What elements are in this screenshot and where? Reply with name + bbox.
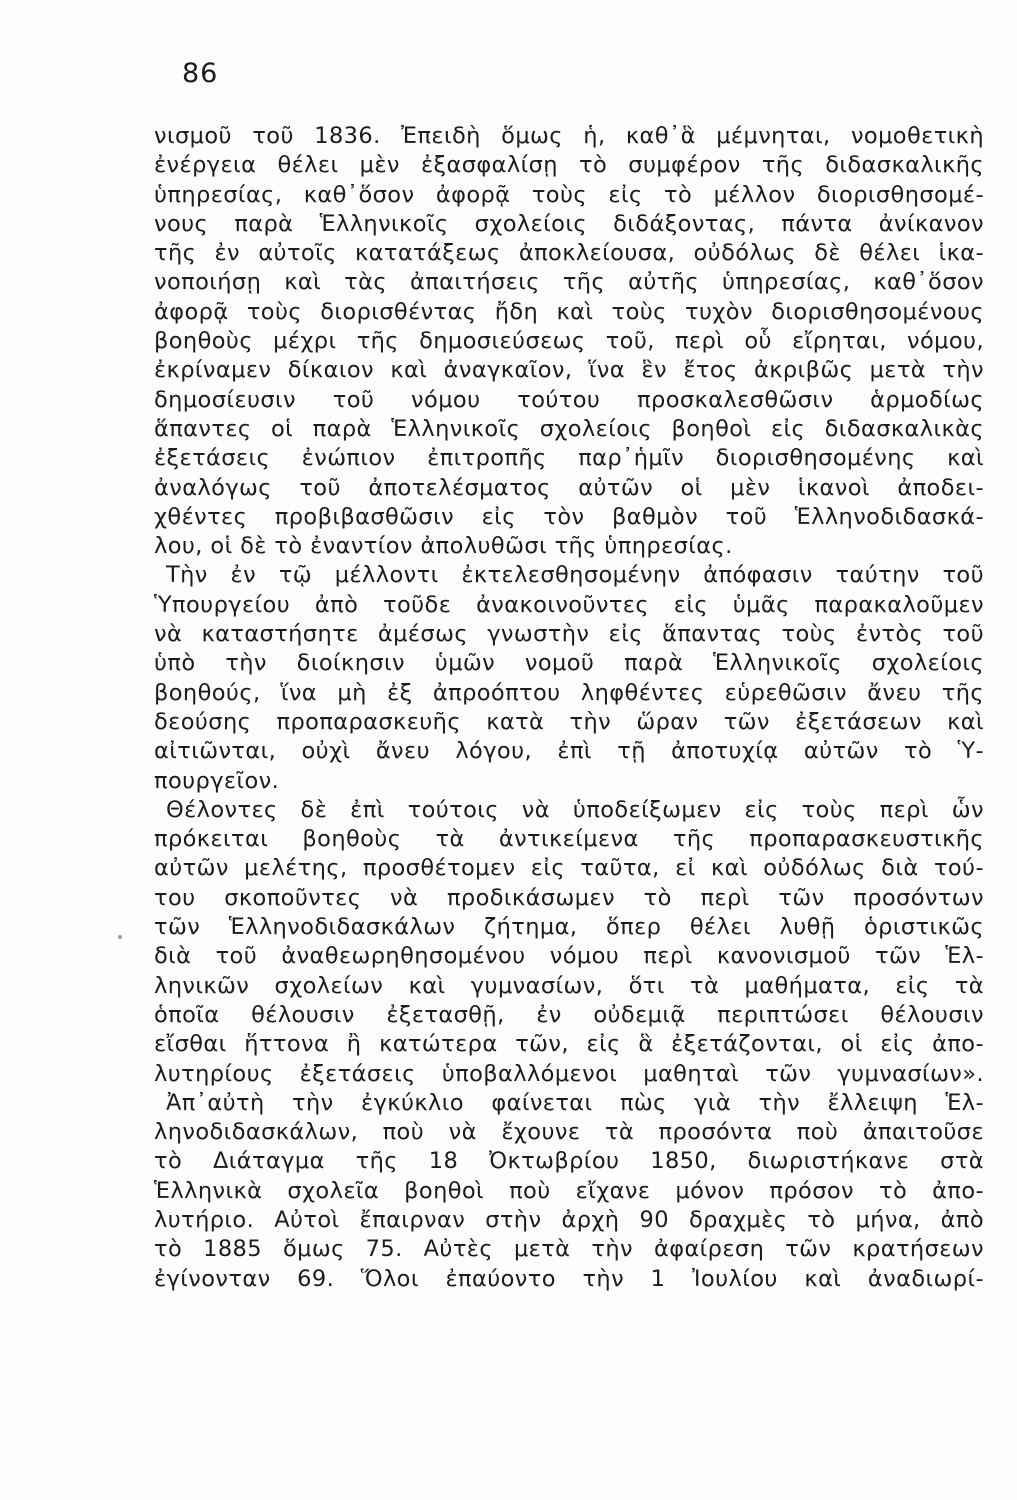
text-line: αἰτιῶνται, οὐχὶ ἄνευ λόγου, ἐπὶ τῇ ἀποτυχίᾳ αὐτῶν τὸ Ὑ- xyxy=(154,738,984,765)
body-text xyxy=(154,122,984,1294)
text-line: ὑπὸ τὴν διοίκησιν ὑμῶν νομοῦ παρὰ Ἑλληνικοῖς σχολείοις xyxy=(154,650,984,677)
page-number: 86 xyxy=(182,58,219,89)
text-line: ἀναλόγως τοῦ ἀποτελέσματος αὐτῶν οἱ μὲν ἱκανοὶ ἀποδει- xyxy=(154,474,984,501)
text-line: αὐτῶν μελέτης, προσθέτομεν εἰς ταῦτα, εἰ καὶ οὐδόλως διὰ τού- xyxy=(154,855,984,882)
text-line: Ἑλληνικὰ σχολεῖα βοηθοὶ ποὺ εἴχανε μόνον πρόσον τὸ ἀπο- xyxy=(154,1177,984,1204)
text-line: ἐγίνονταν 69. Ὅλοι ἐπαύοντο τὴν 1 Ἰουλίου καὶ ἀναδιωρί- xyxy=(154,1265,984,1292)
text-line: βοηθοὺς μέχρι τῆς δημοσιεύσεως τοῦ, περὶ οὗ εἴρηται, νόμου, xyxy=(154,328,984,355)
text-line: εἴσθαι ἥττονα ἢ κατώτερα τῶν, εἰς ἃ ἐξετάζονται, οἱ εἰς ἀπο- xyxy=(154,1031,984,1058)
text-line: πρόκειται βοηθοὺς τὰ ἀντικείμενα τῆς προπαρασκευστικῆς xyxy=(154,826,984,853)
text-line: ἐνέργεια θέλει μὲν ἐξασφαλίσῃ τὸ συμφέρον τῆς διδασκαλικῆς xyxy=(154,152,984,179)
text-line: λυτήριο. Αὐτοὶ ἔπαιρναν στὴν ἀρχὴ 90 δραχμὲς τὸ μήνα, ἀπὸ xyxy=(154,1206,984,1233)
text-line: του σκοποῦντες νὰ προδικάσωμεν τὸ περὶ τῶν προσόντων xyxy=(154,884,984,911)
text-line: πουργεῖον. xyxy=(154,767,280,794)
text-line: τῶν Ἑλληνοδιδασκάλων ζήτημα, ὅπερ θέλει λυθῇ ὁριστικῶς xyxy=(154,914,984,941)
text-line: χθέντες προβιβασθῶσιν εἰς τὸν βαθμὸν τοῦ Ἑλληνοδιδασκά- xyxy=(154,503,984,530)
text-line: δημοσίευσιν τοῦ νόμου τούτου προσκαλεσθῶσιν ἁρμοδίως xyxy=(154,386,984,413)
text-line: ἐξετάσεις ἐνώπιον ἐπιτροπῆς παρ᾽ἡμῖν διορισθησομένης καὶ xyxy=(154,445,984,472)
text-line: λυτηρίους ἐξετάσεις ὑποβαλλόμενοι μαθηταὶ τῶν γυμνασίων». xyxy=(154,1060,984,1087)
text-line: διὰ τοῦ ἀναθεωρηθησομένου νόμου περὶ κανονισμοῦ τῶν Ἑλ- xyxy=(154,943,984,970)
text-line: Τὴν ἐν τῷ μέλλοντι ἐκτελεσθησομένην ἀπόφασιν ταύτην τοῦ xyxy=(166,562,984,589)
text-line: Ἀπ᾽αὐτὴ τὴν ἐγκύκλιο φαίνεται πὼς γιὰ τὴν ἔλλειψη Ἑλ- xyxy=(166,1089,984,1116)
text-line: νὰ καταστήσητε ἀμέσως γνωστὴν εἰς ἅπαντας τοὺς ἐντὸς τοῦ xyxy=(154,621,984,648)
text-line: λου, οἱ δὲ τὸ ἐναντίον ἀπολυθῶσι τῆς ὑπηρεσίας. xyxy=(154,533,733,560)
margin-mark xyxy=(118,935,122,939)
text-line: ληνικῶν σχολείων καὶ γυμνασίων, ὅτι τὰ μαθήματα, εἰς τὰ xyxy=(154,972,984,999)
text-line: δεούσης προπαρασκευῆς κατὰ τὴν ὥραν τῶν ἐξετάσεων καὶ xyxy=(154,708,984,735)
text-line: βοηθούς, ἵνα μὴ ἐξ ἀπροόπτου ληφθέντες εὑρεθῶσιν ἄνευ τῆς xyxy=(154,679,984,706)
text-line: Ὑπουργείου ἀπὸ τοῦδε ἀνακοινοῦντες εἰς ὑμᾶς παρακαλοῦμεν xyxy=(154,591,984,618)
text-line: τῆς ἐν αὐτοῖς κατατάξεως ἀποκλείουσα, οὐδόλως δὲ θέλει ἱκα- xyxy=(154,240,984,267)
text-line: ληνοδιδασκάλων, ποὺ νὰ ἔχουνε τὰ προσόντα ποὺ ἀπαιτοῦσε xyxy=(154,1119,984,1146)
text-line: τὸ Διάταγμα τῆς 18 Ὀκτωβρίου 1850, διωριστήκανε στὰ xyxy=(154,1148,984,1175)
text-line: ὁποῖα θέλουσιν ἐξετασθῇ, ἐν οὐδεμιᾷ περιπτώσει θέλουσιν xyxy=(154,1001,984,1028)
text-line: νισμοῦ τοῦ 1836. Ἐπειδὴ ὅμως ἡ, καθ᾽ἃ μέμνηται, νομοθετικὴ xyxy=(154,123,984,149)
text-line: ἐκρίναμεν δίκαιον καὶ ἀναγκαῖον, ἵνα ἓν ἔτος ἀκριβῶς μετὰ τὴν xyxy=(154,357,984,384)
text-line: νοποιήσῃ καὶ τὰς ἀπαιτήσεις τῆς αὐτῆς ὑπηρεσίας, καθ᾽ὅσον xyxy=(154,269,984,296)
text-line: τὸ 1885 ὅμως 75. Αὐτὲς μετὰ τὴν ἀφαίρεση τῶν κρατήσεων xyxy=(154,1236,984,1263)
text-line: ἅπαντες οἱ παρὰ Ἑλληνικοῖς σχολείοις βοηθοὶ εἰς διδασκαλικὰς xyxy=(154,415,984,442)
text-line: ὑπηρεσίας, καθ᾽ὅσον ἀφορᾷ τοὺς εἰς τὸ μέλλον διορισθησομέ- xyxy=(154,181,984,208)
text-line: ἀφορᾷ τοὺς διορισθέντας ἤδη καὶ τοὺς τυχὸν διορισθησομένους xyxy=(154,298,984,325)
text-line: Θέλοντες δὲ ἐπὶ τούτοις νὰ ὑποδείξωμεν εἰς τοὺς περὶ ὧν xyxy=(166,796,984,823)
text-line: νους παρὰ Ἑλληνικοῖς σχολείοις διδάξοντας, πάντα ἀνίκανον xyxy=(154,210,984,237)
